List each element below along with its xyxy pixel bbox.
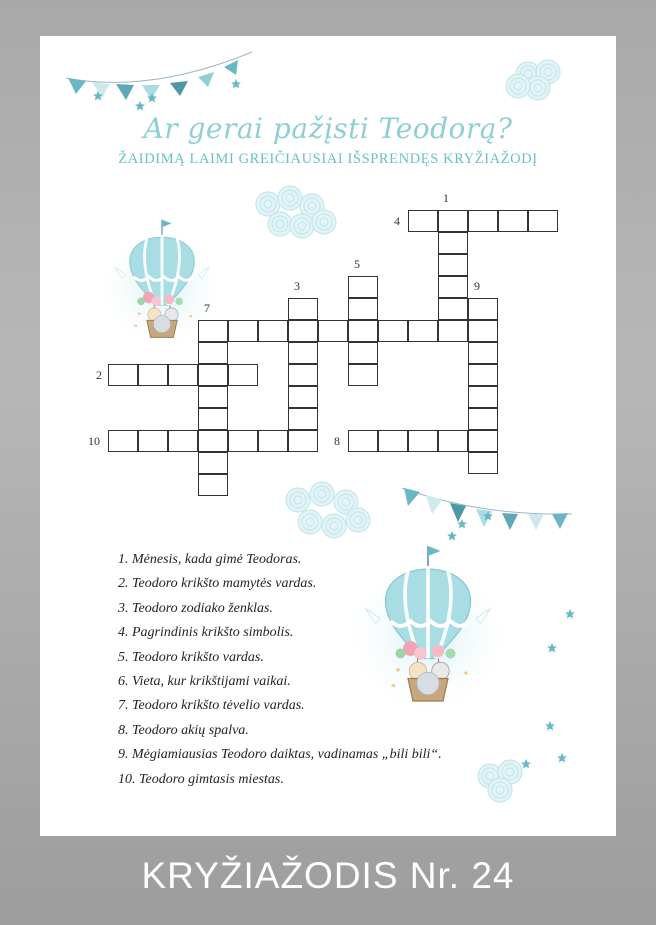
crossword-cell[interactable] xyxy=(258,430,288,452)
crossword-cell[interactable] xyxy=(498,210,528,232)
clue-item: 8. Teodoro akių spalva. xyxy=(118,722,249,738)
crossword-cell[interactable] xyxy=(168,364,198,386)
crossword-cell[interactable] xyxy=(468,320,498,342)
crossword-cell[interactable] xyxy=(258,320,288,342)
crossword-cell[interactable] xyxy=(468,430,498,452)
crossword-cell[interactable] xyxy=(408,430,438,452)
crossword-cell[interactable] xyxy=(198,342,228,364)
clue-item: 10. Teodoro gimtasis miestas. xyxy=(118,771,284,787)
crossword-cell[interactable] xyxy=(468,210,498,232)
crossword-cell[interactable] xyxy=(198,364,228,386)
bunting-icon xyxy=(402,488,572,530)
crossword-cell[interactable] xyxy=(288,386,318,408)
crossword-cell[interactable] xyxy=(198,386,228,408)
crossword-cell[interactable] xyxy=(348,430,378,452)
clue-number: 4 xyxy=(394,214,400,228)
crossword-cell[interactable] xyxy=(198,320,228,342)
crossword-cell[interactable] xyxy=(228,320,258,342)
crossword-cell[interactable] xyxy=(198,452,228,474)
crossword-cell[interactable] xyxy=(438,210,468,232)
clue-item: 6. Vieta, kur krikštijami vaikai. xyxy=(118,673,291,689)
crossword-cell[interactable] xyxy=(138,430,168,452)
star-icon xyxy=(93,79,241,111)
crossword-cell[interactable] xyxy=(198,430,228,452)
crossword-cell[interactable] xyxy=(438,430,468,452)
clue-item: 5. Teodoro krikšto vardas. xyxy=(118,649,264,665)
cloud-icon xyxy=(478,760,522,802)
crossword-cell[interactable] xyxy=(288,430,318,452)
puzzle-footer-title: KRYŽIAŽODIS Nr. 24 xyxy=(141,855,515,896)
crossword-cell[interactable] xyxy=(378,430,408,452)
crossword-cell[interactable] xyxy=(468,364,498,386)
crossword-cell[interactable] xyxy=(468,386,498,408)
crossword-cell[interactable] xyxy=(108,430,138,452)
crossword-cell[interactable] xyxy=(438,276,468,298)
crossword-cell[interactable] xyxy=(288,298,318,320)
clue-number: 1 xyxy=(443,191,449,205)
clue-number: 10 xyxy=(88,434,100,448)
crossword-cell[interactable] xyxy=(468,408,498,430)
crossword-cell[interactable] xyxy=(288,364,318,386)
clue-number: 9 xyxy=(474,279,480,293)
crossword-cell[interactable] xyxy=(438,320,468,342)
crossword-cell[interactable] xyxy=(438,298,468,320)
clue-item: 3. Teodoro zodiako ženklas. xyxy=(118,600,273,616)
clue-number: 2 xyxy=(96,368,102,382)
clue-number: 8 xyxy=(334,434,340,448)
crossword-cell[interactable] xyxy=(168,430,198,452)
crossword-cell[interactable] xyxy=(348,342,378,364)
clue-item: 4. Pagrindinis krikšto simbolis. xyxy=(118,625,294,641)
crossword-cell[interactable] xyxy=(348,276,378,298)
clue-number: 3 xyxy=(294,279,300,293)
clue-item: 7. Teodoro krikšto tėvelio vardas. xyxy=(118,698,305,714)
crossword-cell[interactable] xyxy=(138,364,168,386)
bunting-icon xyxy=(66,52,252,100)
clue-number: 7 xyxy=(204,301,210,315)
crossword-cell[interactable] xyxy=(288,320,318,342)
crossword-cell[interactable] xyxy=(438,254,468,276)
crossword-cell[interactable] xyxy=(468,298,498,320)
crossword-cell[interactable] xyxy=(228,430,258,452)
cloud-icon xyxy=(256,186,336,238)
crossword-cell[interactable] xyxy=(378,320,408,342)
crossword-cell[interactable] xyxy=(318,320,348,342)
clue-number: 5 xyxy=(354,257,360,271)
crossword-cell[interactable] xyxy=(348,320,378,342)
clue-item: 1. Mėnesis, kada gimė Teodoras. xyxy=(118,552,302,567)
crossword-cell[interactable] xyxy=(468,452,498,474)
crossword-cell[interactable] xyxy=(408,210,438,232)
cloud-icon xyxy=(506,60,560,100)
page-title: Ar gerai pažįsti Teodorą? xyxy=(143,112,513,145)
crossword-cell[interactable] xyxy=(288,408,318,430)
crossword-cell[interactable] xyxy=(108,364,138,386)
page-subtitle: ŽAIDIMĄ LAIMI GREIČIAUSIAI IŠSPRENDĘS KRYŽIAŽODĮ xyxy=(118,151,538,167)
clue-item: 2. Teodoro krikšto mamytės vardas. xyxy=(118,576,317,592)
crossword-cell[interactable] xyxy=(288,342,318,364)
crossword-cell[interactable] xyxy=(198,408,228,430)
clue-item: 9. Mėgiamiausias Teodoro daiktas, vadinamas „bili bili“. xyxy=(118,747,442,763)
puzzle-sheet xyxy=(40,36,616,836)
crossword-cell[interactable] xyxy=(438,232,468,254)
crossword-cell[interactable] xyxy=(198,474,228,496)
crossword-cell[interactable] xyxy=(228,364,258,386)
crossword-cell[interactable] xyxy=(468,342,498,364)
crossword-cell[interactable] xyxy=(528,210,558,232)
cloud-icon xyxy=(286,482,370,538)
crossword-cell[interactable] xyxy=(408,320,438,342)
crossword-cell[interactable] xyxy=(348,298,378,320)
clue-list xyxy=(118,548,442,792)
crossword-cell[interactable] xyxy=(348,364,378,386)
